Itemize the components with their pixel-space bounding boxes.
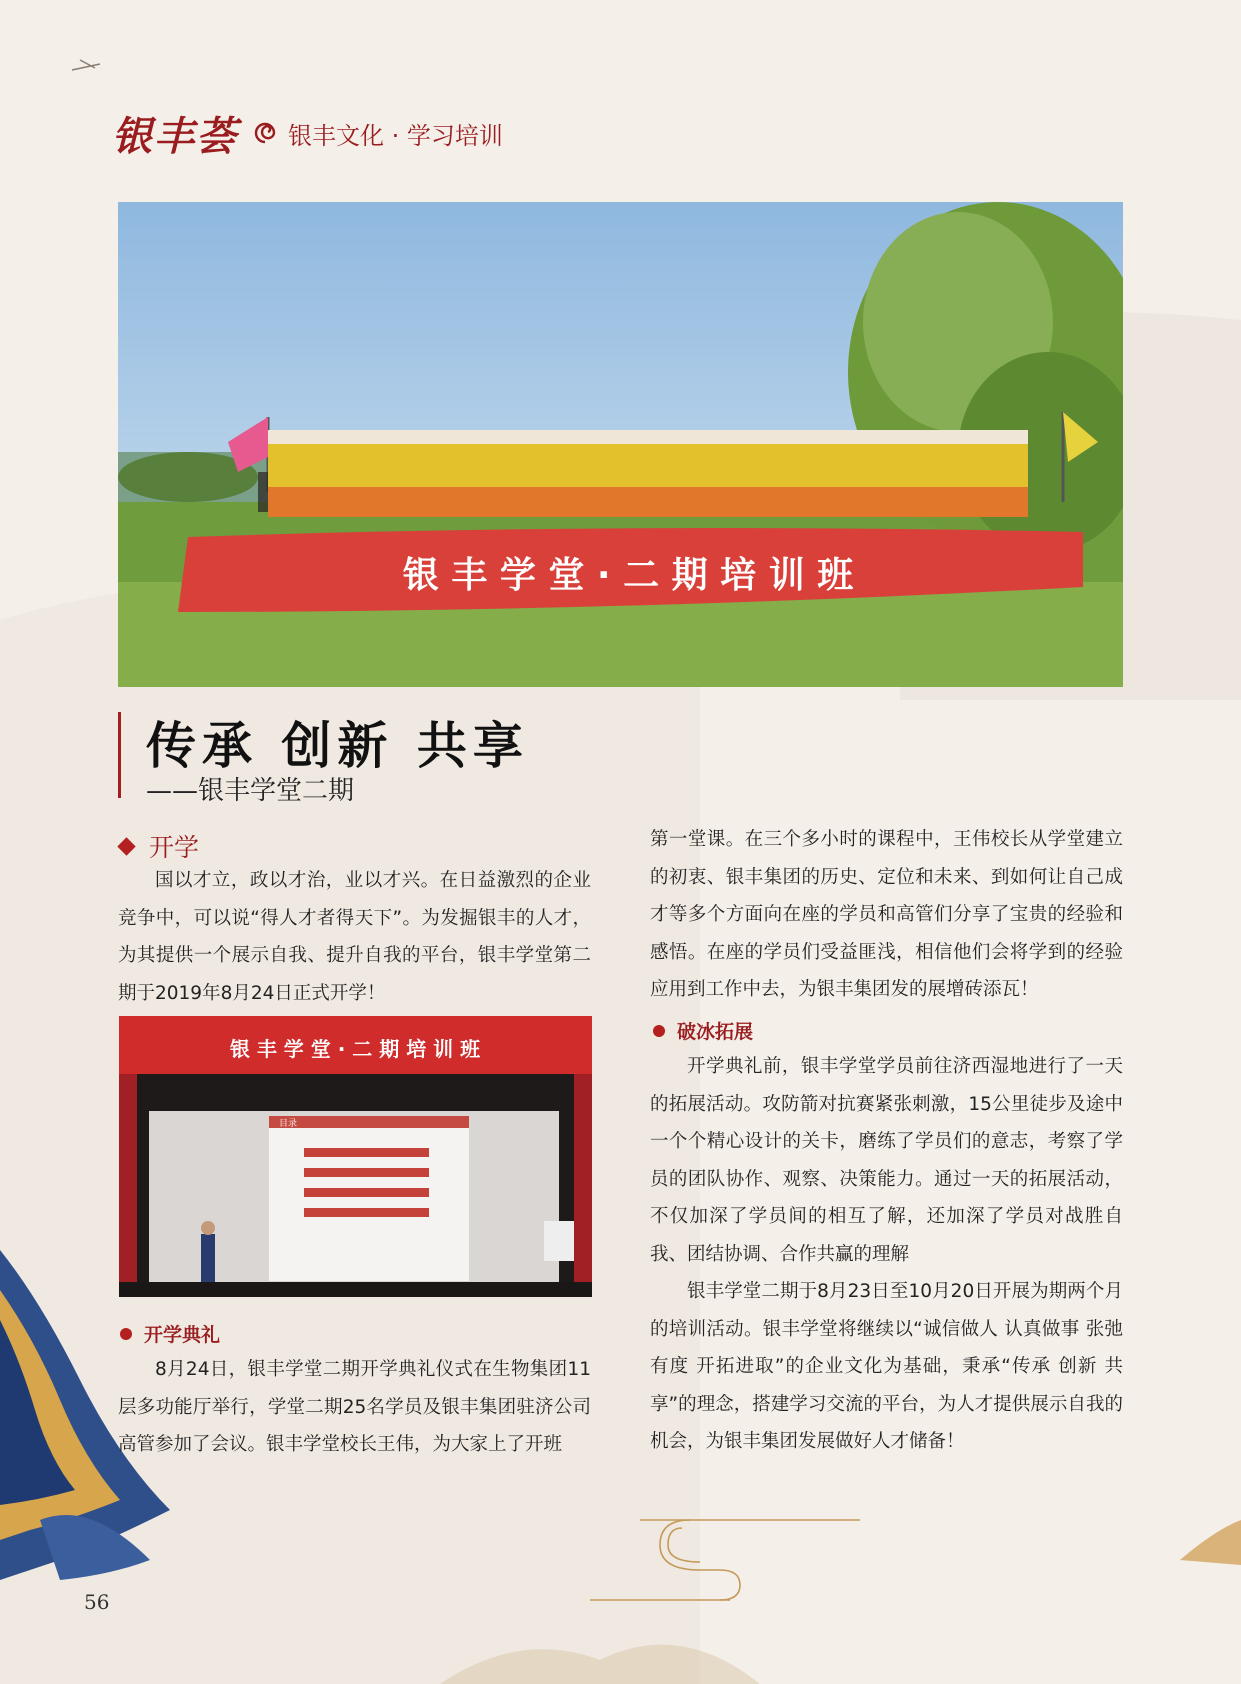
dianli-paragraph: 8月24日，银丰学堂二期开学典礼仪式在生物集团11层多功能厅举行，学堂二期25名学员及银丰集团驻济公司高管参加了会议。银丰学堂校长王伟，为大家上了开班 (118, 1359, 591, 1455)
section-heading-kaixue (120, 828, 199, 864)
section-heading-text: 破冰拓展 (677, 1021, 754, 1043)
section-heading-dianli (120, 1320, 220, 1347)
article-subtitle: ——银丰学堂二期 (146, 776, 355, 806)
page-header (112, 108, 503, 158)
section-heading-text: 开学典礼 (144, 1324, 221, 1346)
pobing-paragraph-1: 开学典礼前，银丰学堂学员前往济西湿地进行了一天的拓展活动。攻防箭对抗赛紧张刺激，15公里徒步及途中一个个精心设计的关卡，磨练了学员们的意志，考察了学员的团队协作、观察、决策能力。通过一天的拓展活动，不仅加深了学员间的相互了解，还加深了学员对战胜自我、团结协调、合作共赢的理解 (650, 1056, 1123, 1265)
slide-header-text: 目录 (279, 1119, 298, 1129)
hero-photo (118, 202, 1123, 687)
dianli-paragraph-block (118, 1351, 591, 1464)
pobing-paragraph-block (650, 1048, 1123, 1461)
section-heading-text: 开学 (149, 833, 200, 862)
bullet-dot-icon (653, 1025, 665, 1037)
magazine-logo: 银丰荟 (112, 112, 238, 160)
article-title: 传承 创新 共享 (146, 717, 529, 775)
pobing-paragraph-2: 银丰学堂二期于8月23日至10月20日开展为期两个月的培训活动。银丰学堂将继续以“诚信做人 认真做事 张弛有度 开拓进取”的企业文化为基础，秉承“传承 创新 共享”的理念，搭建学习交流的平台，为人才提供展示自我的机会，为银丰集团发展做好人才储备！ (650, 1281, 1123, 1452)
diamond-icon (117, 837, 135, 855)
title-accent-bar (118, 712, 121, 798)
section-heading-pobing (653, 1017, 753, 1044)
dianli-continuation-block (650, 821, 1123, 1009)
dianli-continuation: 第一堂课。在三个多小时的课程中，王伟校长从学堂建立的初衷、银丰集团的历史、定位和未来、到如何让自己成才等多个方面向在座的学员和高管们分享了宝贵的经验和感悟。在座的学员们受益匪浅，相信他们会将学到的经验应用到工作中去，为银丰集团发的展增砖添瓦！ (650, 829, 1123, 1000)
ceremony-banner-text: 银 丰 学 堂 · 二 期 培 训 班 (229, 1037, 481, 1061)
kaixue-paragraph-block (118, 862, 591, 1012)
bullet-dot-icon (120, 1328, 132, 1340)
page-number: 56 (84, 1590, 110, 1614)
kaixue-paragraph: 国以才立，政以才治，业以才兴。在日益激烈的企业竞争中，可以说“得人才者得天下”。为发掘银丰的人才，为其提供一个展示自我、提升自我的平台，银丰学堂第二期于2019年8月24日正式开学！ (118, 870, 591, 1004)
swirl-icon (252, 120, 278, 146)
section-label: 银丰文化 · 学习培训 (288, 121, 503, 150)
ceremony-photo (119, 1016, 592, 1297)
hero-banner-text: 银 丰 学 堂 · 二 期 培 训 班 (402, 555, 854, 596)
